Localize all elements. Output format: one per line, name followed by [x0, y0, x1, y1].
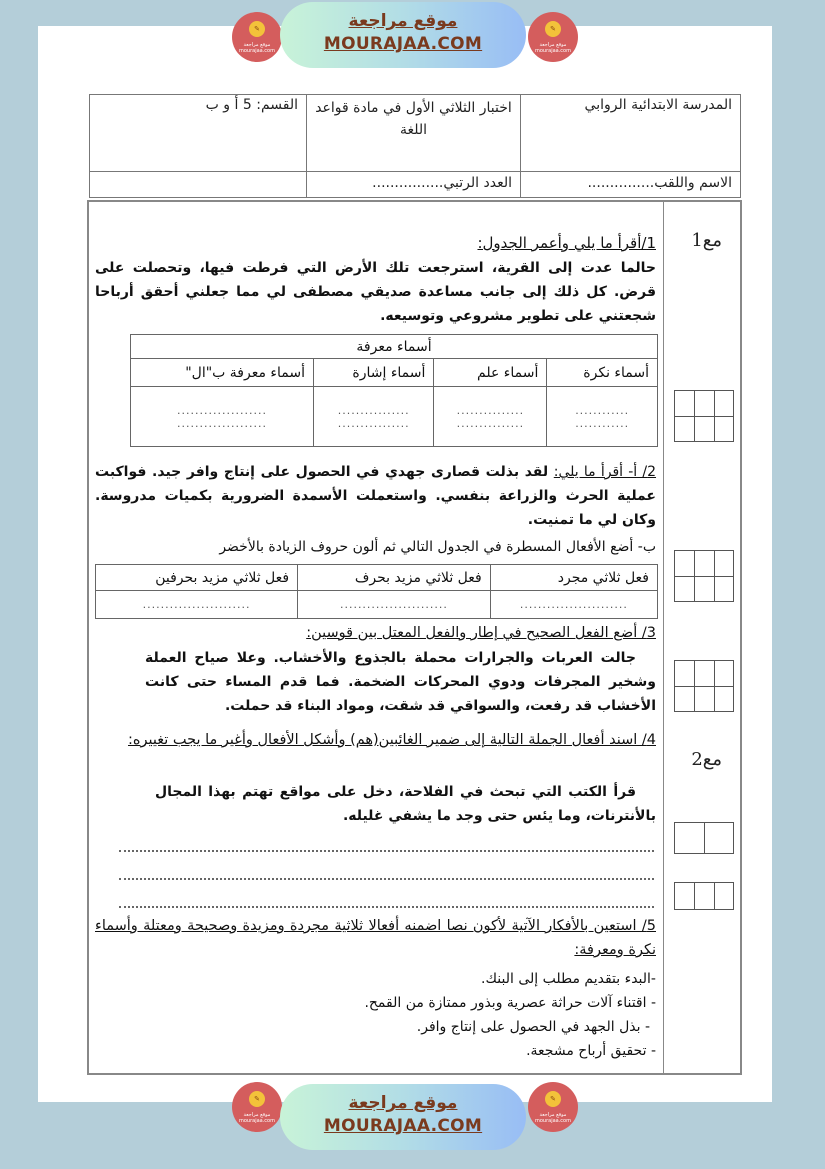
answer-cell[interactable]: ............... ...............	[434, 387, 547, 447]
class-label: القسم: 5 أ و ب	[205, 97, 298, 113]
exam-header	[89, 94, 741, 198]
grade-box-q4a[interactable]	[674, 822, 734, 854]
q4-text: قرأ الكتب التي تبحث في الفلاحة، دخل على مواقع تهتم بهذا المجال بالأنترنات، وما يئس حتى وجد ما يشفي غليله.	[155, 784, 656, 824]
q5-item: - تحقيق أرباح مشجعة.	[526, 1043, 656, 1059]
q3-title: 3/ أضع الفعل الصحيح في إطار والفعل المعتل بين قوسين:	[306, 625, 656, 641]
q4-title: 4/ اسند أفعال الجملة التالية إلى ضمير الغائبين(هم) وأشكل الأفعال وأغير ما يجب تغييره:	[128, 732, 656, 748]
q2-title-a: 2/ أ- أقرأ ما يلي:	[553, 464, 657, 480]
questions-area	[95, 202, 658, 1073]
q5-item: - اقتناء آلات حراثة عصرية وبذور ممتازة من القمح.	[364, 995, 656, 1011]
col-header: فعل ثلاثي مزيد بحرف	[298, 565, 491, 591]
site-banner-top[interactable]	[280, 2, 526, 68]
book-icon: ✎	[249, 21, 265, 37]
criterion-2-label: مع2	[691, 749, 722, 770]
site-logo-right-bottom[interactable]	[528, 1082, 578, 1132]
q1-title: 1/أقرأ ما يلي وأعمر الجدول:	[477, 234, 656, 252]
banner-english: MOURAJAA.COM	[323, 1116, 483, 1136]
col-header: فعل ثلاثي مزيد بحرفين	[96, 565, 298, 591]
q3-text: جالت العربات والجرارات محملة بالجذوع والأخشاب. وعلا صياح العملة وشخير المجرفات ودوي المحركات الضخمة. فما قدم المساء حتى كانت الأخشاب قد رفعت، والسواقي قد شقت، ومواد البناء قد حملت.	[145, 650, 656, 714]
logo-caption: موقع مراجعة mourajaa.com	[534, 42, 571, 54]
site-logo-right[interactable]	[528, 12, 578, 62]
q5-item: -البدء بتقديم مطلب إلى البنك.	[481, 971, 656, 987]
site-logo-left-bottom[interactable]	[232, 1082, 282, 1132]
grade-box-q2[interactable]	[674, 550, 734, 602]
book-icon: ✎	[545, 21, 561, 37]
answer-cell[interactable]: ................ ................	[314, 387, 434, 447]
answer-cell[interactable]: ........................	[298, 591, 491, 619]
banner-arabic: موقع مراجعة	[348, 11, 458, 31]
answer-cell[interactable]: .................... ....................	[131, 387, 314, 447]
q2-text: لقد بذلت قصارى جهدي في الحصول على إنتاج وافر جيد. فواكبت عملية الحرث والزراعة بنفسي. واستعملت الأسمدة الضرورية بكميات مدروسة. وكان لي ما تمنيت.	[95, 464, 656, 528]
book-icon: ✎	[249, 1091, 265, 1107]
grade-box-q4b[interactable]	[674, 882, 734, 910]
q2-title-b: ب- أضع الأفعال المسطرة في الجدول التالي ثم ألون حروف الزيادة بالأخضر	[219, 539, 656, 555]
banner-english: MOURAJAA.COM	[323, 34, 483, 54]
q1-text: حالما عدت إلى القرية، استرجعت تلك الأرض التي فرطت فيها، وتحصلت على قرض. كل ذلك إلى جانب مساعدة صديقي مصطفى لي مما جعلني أحقق أرباحا شجعتني على تطوير مشروعي وتوسيعه.	[95, 260, 656, 324]
name-field: الاسم واللقب...............	[520, 172, 740, 198]
q5-item: - بذل الجهد في الحصول على إنتاج وافر.	[416, 1019, 650, 1035]
logo-caption: موقع مراجعة mourajaa.com	[238, 42, 275, 54]
banner-arabic: موقع مراجعة	[348, 1093, 458, 1113]
criterion-1-label: مع1	[691, 230, 722, 251]
serial-number-field: العدد الرتبي................	[306, 172, 520, 198]
answer-cell[interactable]: ........................	[96, 591, 298, 619]
exam-body	[87, 200, 742, 1075]
grade-box-q3[interactable]	[674, 660, 734, 712]
site-banner-bottom[interactable]	[280, 1084, 526, 1150]
col-header: أسماء إشارة	[314, 359, 434, 387]
exam-title: اختبار الثلاثي الأول في مادة قواعد اللغة	[306, 95, 520, 171]
answer-cell[interactable]: ........................	[490, 591, 657, 619]
school-name: المدرسة الابتدائية الروابي	[520, 95, 740, 171]
col-header: أسماء علم	[434, 359, 547, 387]
grade-box-q1[interactable]	[674, 390, 734, 442]
table-group-header: أسماء معرفة	[131, 335, 658, 359]
verbs-table	[95, 564, 658, 619]
grading-column	[663, 202, 740, 1073]
col-header: أسماء نكرة	[547, 359, 658, 387]
answer-line-3[interactable]	[119, 906, 654, 908]
empty-cell	[90, 172, 306, 198]
answer-line-2[interactable]	[119, 878, 654, 880]
q2-block	[95, 460, 656, 532]
col-header: فعل ثلاثي مجرد	[490, 565, 657, 591]
answer-cell[interactable]: ............ ............	[547, 387, 658, 447]
answer-line-1[interactable]	[119, 850, 654, 852]
site-logo-left[interactable]	[232, 12, 282, 62]
nouns-table	[130, 334, 658, 447]
logo-caption: موقع مراجعة mourajaa.com	[238, 1112, 275, 1124]
q5-title: 5/ استعين بالأفكار الآتية لأكون نصا اضمنه أفعالا ثلاثية مجردة ومزيدة وصحيحة ومعتلة وأسماء نكرة ومعرفة:	[95, 918, 656, 958]
logo-caption: موقع مراجعة mourajaa.com	[534, 1112, 571, 1124]
book-icon: ✎	[545, 1091, 561, 1107]
col-header: أسماء معرفة ب"ال"	[131, 359, 314, 387]
